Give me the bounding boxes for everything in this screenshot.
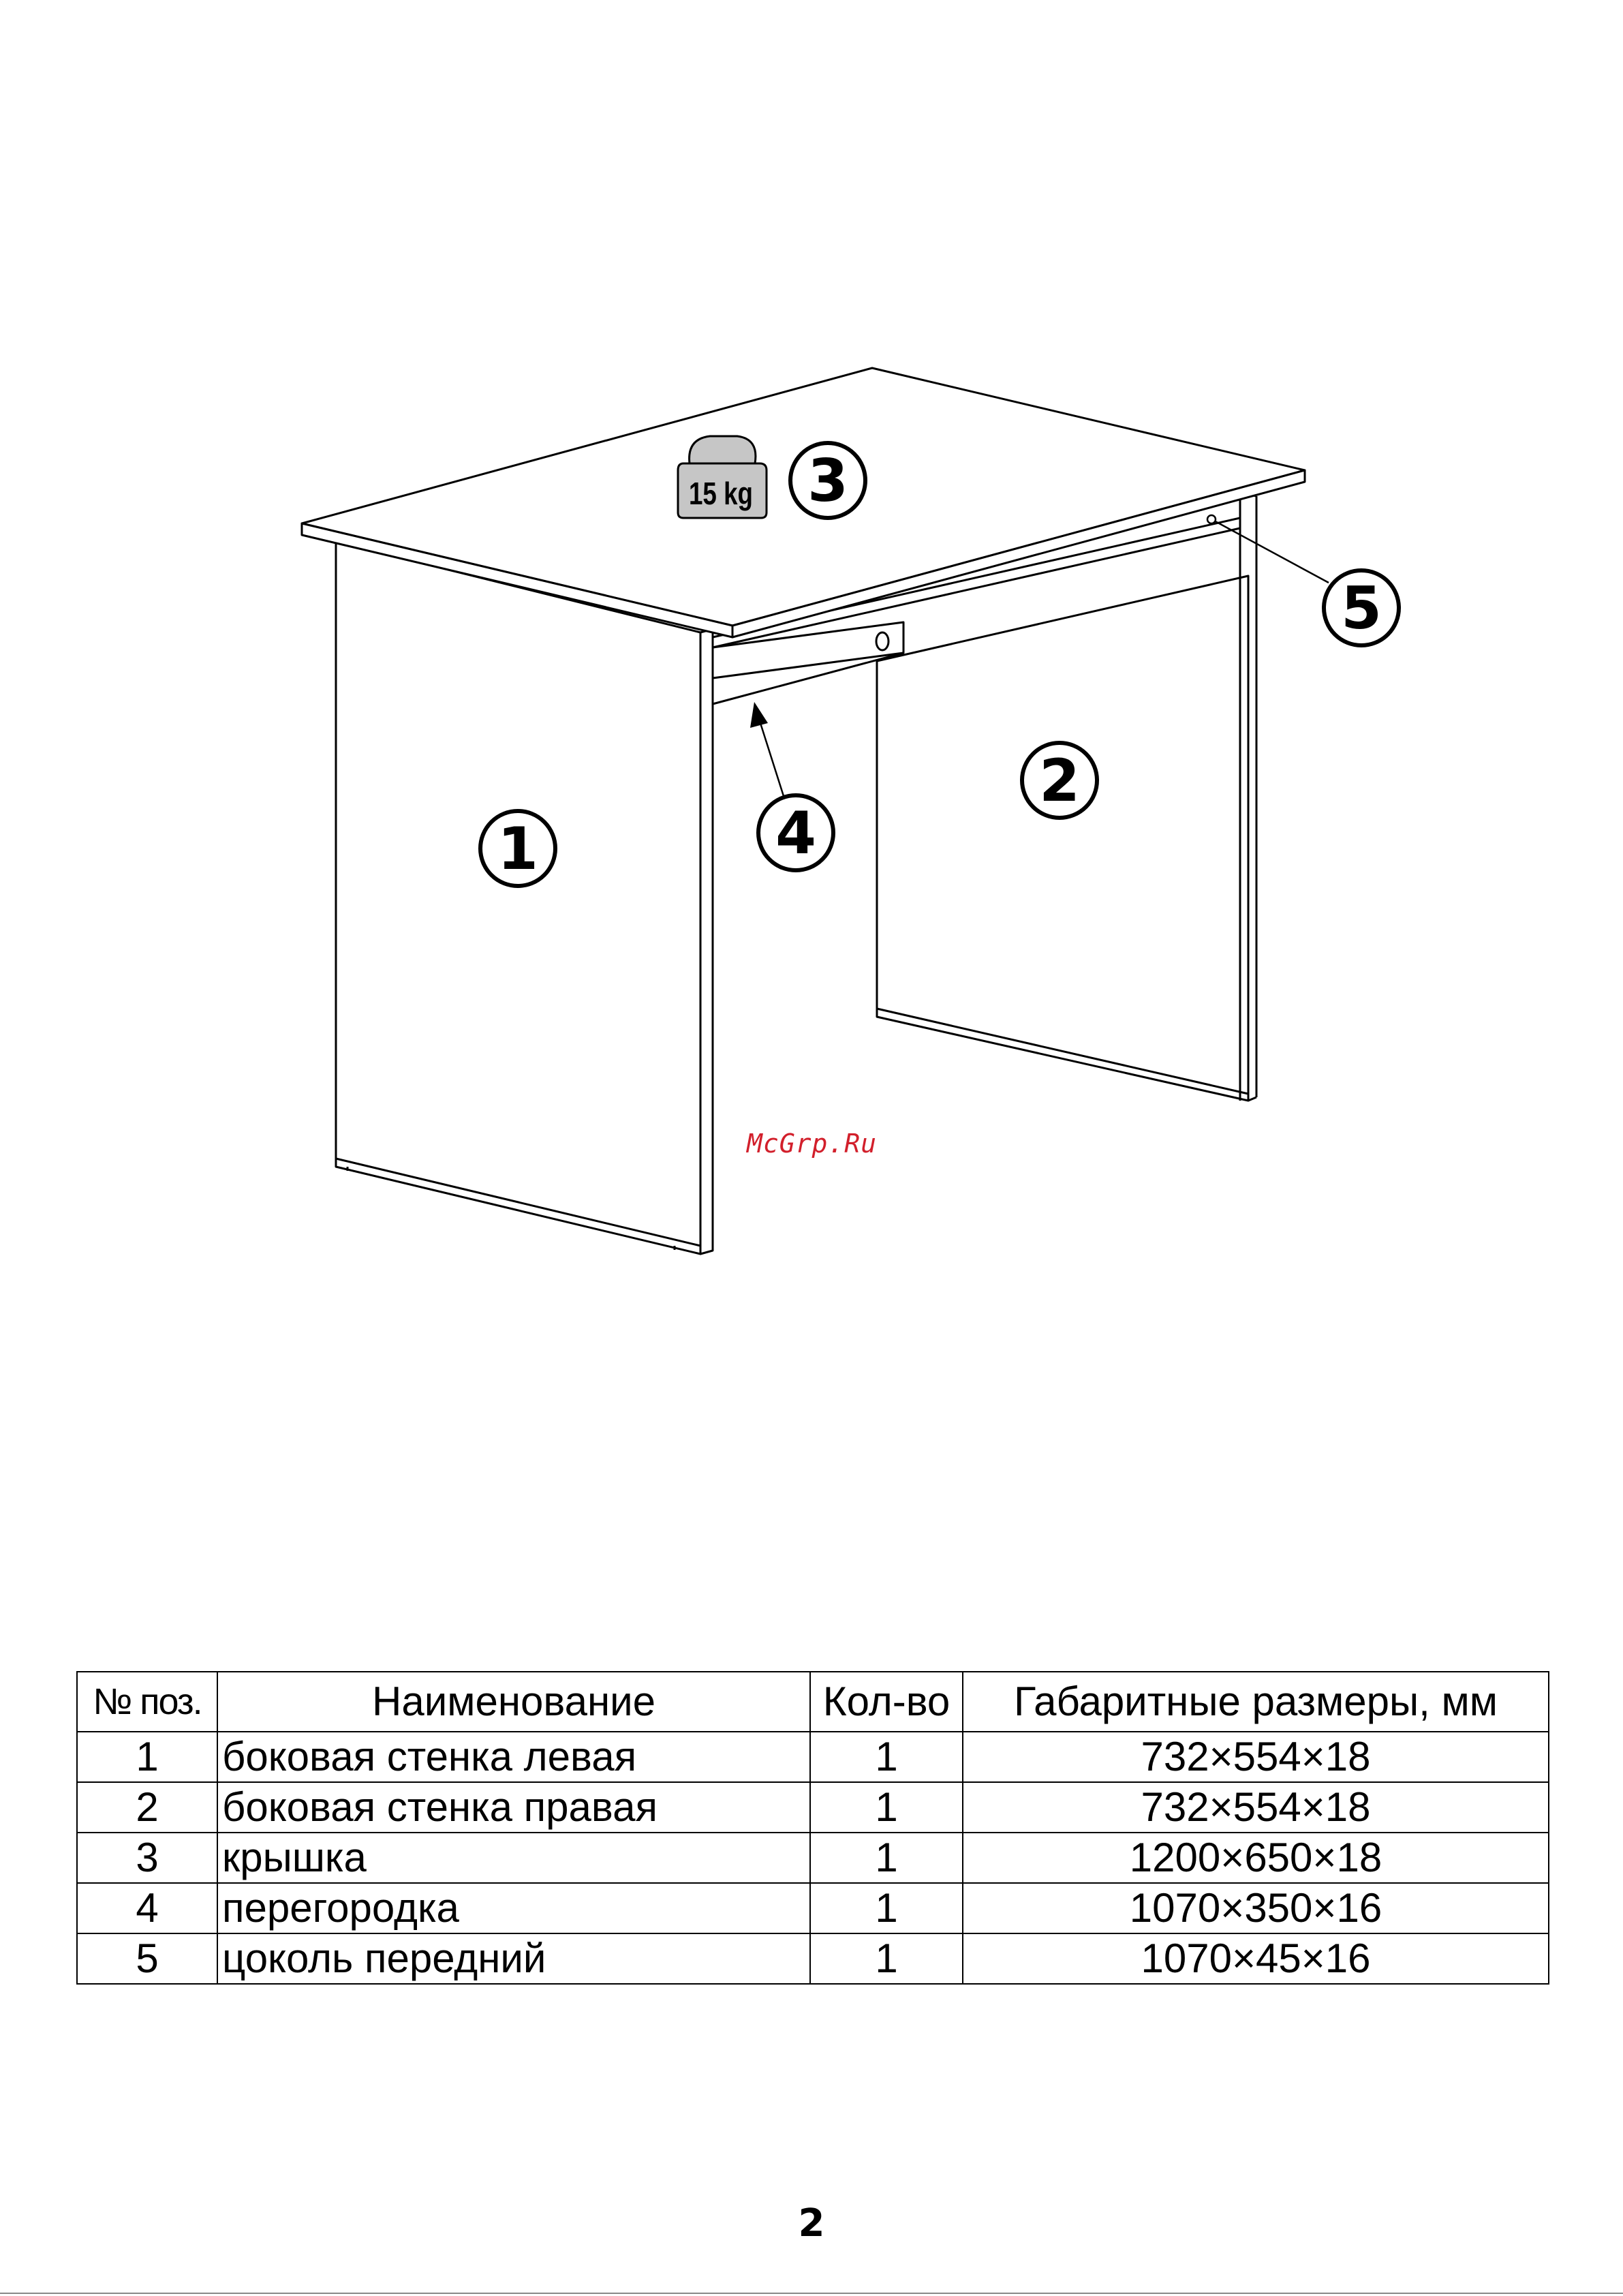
header-dimensions: Габаритные размеры, мм bbox=[963, 1672, 1549, 1732]
table-header-row bbox=[77, 1672, 1549, 1732]
watermark: McGrp.Ru bbox=[747, 1129, 878, 1159]
row-quantity: 1 bbox=[810, 1732, 963, 1782]
row-quantity: 1 bbox=[810, 1782, 963, 1833]
row-position-number: 5 bbox=[77, 1933, 217, 1984]
callout-5-label: 5 bbox=[1341, 575, 1382, 643]
callout-3-label: 3 bbox=[807, 447, 848, 515]
callout-2-label: 2 bbox=[1039, 747, 1080, 815]
table-row bbox=[77, 1883, 1549, 1933]
row-name: боковая стенка правая bbox=[217, 1782, 810, 1833]
row-quantity: 1 bbox=[810, 1883, 963, 1933]
bottom-divider bbox=[0, 2293, 1623, 2294]
row-quantity: 1 bbox=[810, 1833, 963, 1883]
header-name: Наименование bbox=[217, 1672, 810, 1732]
row-dimensions: 732×554×18 bbox=[963, 1782, 1549, 1833]
table-row bbox=[77, 1933, 1549, 1984]
side-panel-left bbox=[336, 542, 713, 1254]
row-position-number: 3 bbox=[77, 1833, 217, 1883]
parts-table bbox=[76, 1671, 1549, 1985]
row-dimensions: 1070×45×16 bbox=[963, 1933, 1549, 1984]
leader-arrow-4 bbox=[750, 702, 768, 728]
callout-3 bbox=[790, 443, 865, 518]
row-position-number: 1 bbox=[77, 1732, 217, 1782]
table-row bbox=[77, 1732, 1549, 1782]
row-dimensions: 732×554×18 bbox=[963, 1732, 1549, 1782]
row-position-number: 2 bbox=[77, 1782, 217, 1833]
row-dimensions: 1200×650×18 bbox=[963, 1833, 1549, 1883]
table-row bbox=[77, 1782, 1549, 1833]
row-name: цоколь передний bbox=[217, 1933, 810, 1984]
header-position-number: № поз. bbox=[77, 1672, 217, 1732]
weight-label: 15 kg bbox=[688, 476, 754, 511]
row-name: боковая стенка левая bbox=[217, 1732, 810, 1782]
callout-5 bbox=[1324, 570, 1399, 645]
page-number: 2 bbox=[798, 2201, 825, 2246]
leader-line-5 bbox=[1211, 519, 1329, 583]
callout-4 bbox=[758, 795, 833, 870]
callout-1-label: 1 bbox=[497, 815, 538, 883]
weight-icon bbox=[678, 436, 767, 518]
row-position-number: 4 bbox=[77, 1883, 217, 1933]
callout-1 bbox=[480, 811, 555, 886]
leader-line-4 bbox=[760, 721, 784, 796]
row-name: крышка bbox=[217, 1833, 810, 1883]
callout-2 bbox=[1022, 743, 1097, 818]
callout-4-label: 4 bbox=[775, 799, 816, 868]
row-name: перегородка bbox=[217, 1883, 810, 1933]
table-row bbox=[77, 1833, 1549, 1883]
header-quantity: Кол-во bbox=[810, 1672, 963, 1732]
leader-dot-5 bbox=[1207, 515, 1216, 523]
row-dimensions: 1070×350×16 bbox=[963, 1883, 1549, 1933]
row-quantity: 1 bbox=[810, 1933, 963, 1984]
